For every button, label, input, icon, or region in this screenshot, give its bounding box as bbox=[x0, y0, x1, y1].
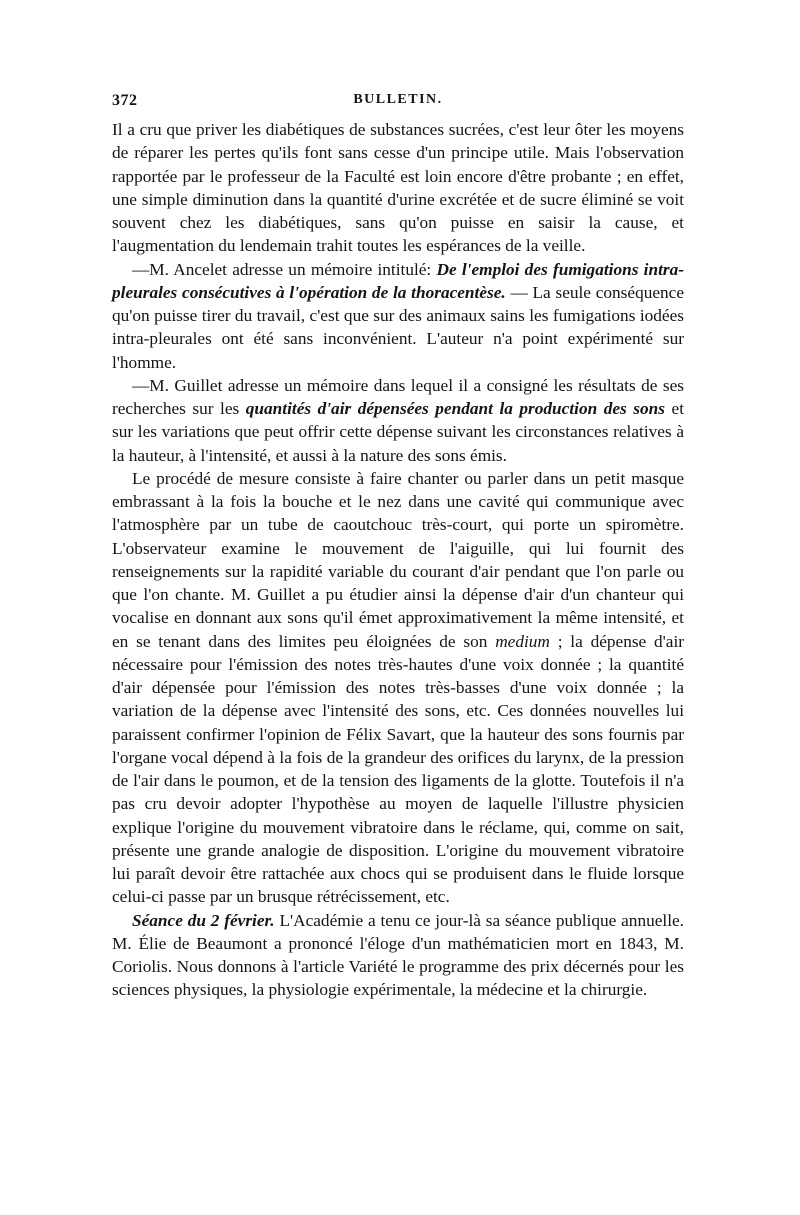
paragraph-lead: Le procédé de mesure consiste à faire chanter ou parler dans un petit masque embrassant à la fois la bouche et le nez dans une cavité qui communique avec l'atmosphère par un tube de caoutchouc très-court, qui porte un spiromètre. L'observateur examine le mouvement de l'aiguille, qui lui fournit des renseignements sur la rapidité variable du courant d'air pendant que l'on parle ou que l'on chante. M. Guillet a pu étudier ainsi la dépense d'air d'un chanteur qui vocalise en donnant aux sons qu'il émet approximativement la même intensité, et en se tenant dans des limites peu éloignées de son bbox=[112, 468, 684, 651]
paragraph-rest: L'Académie a tenu ce jour-là sa séance publique annuelle. M. Élie de Beaumont a prononcé l'éloge d'un mathématicien mort en 1843, M. Coriolis. Nous donnons à l'article Variété le programme des prix décernés pour les sciences physiques, la physiologie expérimentale, la médecine et la chirurgie. bbox=[112, 910, 684, 1000]
seance-date: Séance du 2 février. bbox=[132, 910, 275, 930]
paragraph-lead: —M. Ancelet adresse un mémoire intitulé: bbox=[132, 259, 437, 279]
body-text bbox=[112, 118, 684, 1002]
paragraph-procedure bbox=[112, 467, 684, 909]
book-page bbox=[112, 92, 684, 1002]
paragraph-rest: — La seule conséquence qu'on puisse tirer du travail, c'est que sur des animaux sains les fumigations iodées intra-pleurales ont été sans inconvénient. L'auteur n'a point expérimenté sur l'homme. bbox=[112, 282, 684, 372]
paragraph-rest: ; la dépense d'air nécessaire pour l'émission des notes très-hautes d'une voix donnée ; la quantité d'air dépensée pour l'émission des notes très-basses d'une voix donnée ; la variation de la dépense avec l'intensité des sons, etc. Ces données nouvelles lui paraissent confirmer l'opinion de Félix Savart, que la hauteur des sons fournis par l'organe vocal dépend à la fois de la grandeur des orifices du larynx, de la pression de l'air dans le poumon, et de la tension des ligaments de la glotte. Toutefois il n'a pas cru devoir adopter l'hypothèse au moyen de laquelle l'illustre physicien explique l'origine du mouvement vibratoire dans le réclame, qui, comme on sait, présente une grande analogie de disposition. L'origine du mouvement vibratoire lui paraît devoir être rattachée aux chocs qui se produisent dans le fluide lorsque celui-ci passe par un brusque rétrécissement, etc. bbox=[112, 631, 685, 907]
paragraph-guillet bbox=[112, 374, 684, 467]
page-number: 372 bbox=[112, 92, 138, 109]
paragraph-diabetes bbox=[112, 118, 684, 258]
research-subject: quantités d'air dépensées pendant la production des sons bbox=[245, 399, 665, 418]
paragraph-ancelet bbox=[112, 258, 684, 374]
paragraph-lead: —M. Guillet adresse un mémoire dans lequel il a consigné les résultats de ses recherches sur les bbox=[112, 375, 684, 418]
italic-term: medium bbox=[495, 631, 550, 651]
memoir-title: De l'emploi des fumigations intra-pleurales consécutives à l'opération de la thoracentèse. bbox=[112, 259, 684, 302]
paragraph-text: Il a cru que priver les diabétiques de substances sucrées, c'est leur ôter les moyens de réparer les pertes qu'ils font sans cesse d'un principe utile. Mais l'observation rapportée par le professeur de la Faculté est loin encore d'être probante ; en effet, une simple diminution dans la quantité d'urine excrétée et de sucre éliminé se voit souvent chez les diabétiques, sans qu'on puisse en saisir la cause, et l'augmentation du lendemain trahit toutes les espérances de la veille. bbox=[112, 120, 684, 256]
running-head bbox=[112, 92, 684, 118]
paragraph-seance bbox=[112, 909, 684, 1002]
paragraph-rest: et sur les variations que peut offrir cette dépense suivant les circonstances relatives à la hauteur, à l'intensité, et aussi à la nature des sons émis. bbox=[112, 399, 684, 465]
running-title: BULLETIN. bbox=[353, 92, 443, 107]
